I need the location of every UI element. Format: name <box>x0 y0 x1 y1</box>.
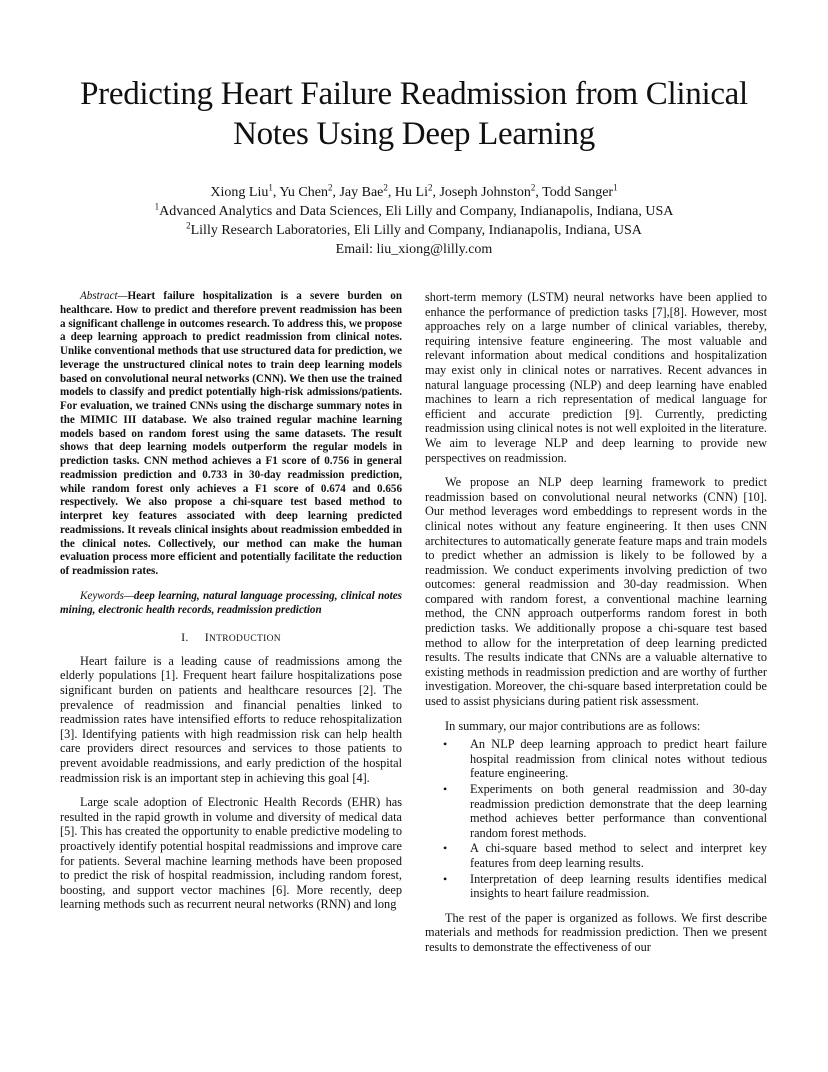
list-item <box>425 872 767 901</box>
intro-paragraph-2: Large scale adoption of Electronic Health Records (EHR) has resulted in the rapid growth in volume and diversity of medical data [5]. This has created the opportunity to enable predictive modeling to proactively identify potential hospital readmissions and improve care for patients. Several machine learning methods have been proposed to predict the risk of hospital readmission, including random forest, boosting, and support vector machines [6]. More recently, deep learning methods such as recurrent neural networks (RNN) and long <box>60 795 402 912</box>
author-separator: , <box>272 185 280 200</box>
section-title <box>205 630 281 644</box>
intro-paragraph-3: short-term memory (LSTM) neural networks have been applied to enhance the performance of prediction tasks [7],[8]. However, most approaches rely on a large number of clinical variables, thereby, requiring intensive feature engineering. The most valuable and relevant information about medical conditions and hospitalization may exist only in clinical notes or narratives. Recent advances in natural language processing (NLP) and deep learning have enabled machines to learn a rich representation of medical language for efficient and accurate prediction [9]. Currently, predicting readmission using clinical notes is not well exploited in the literature. We aim to leverage NLP and deep learning to provide new perspectives on readmission. <box>425 290 767 465</box>
author-affiliation-mark: 1 <box>268 182 273 193</box>
author-name: Todd Sanger <box>542 185 614 200</box>
section-number: I. <box>181 630 189 645</box>
abstract-label: Abstract <box>80 290 118 302</box>
intro-paragraph-5: The rest of the paper is organized as follows. We first describe materials and methods for readmission prediction. Then we present results to demonstrate the effectiveness of our <box>425 910 767 954</box>
affiliation-2 <box>40 221 788 240</box>
right-column <box>425 290 767 955</box>
title-line-1: Predicting Heart Failure Readmission from Clinical <box>80 76 748 112</box>
bullet-icon: • <box>443 841 448 856</box>
list-item-text: A chi-square based method to select and interpret key features from deep learning results. <box>470 841 767 870</box>
author-affiliation-mark: 2 <box>327 182 333 193</box>
list-item-text: Experiments on both general readmission and 30-day readmission prediction demonstrate that the deep learning method achieves better performance than conventional random forest methods. <box>470 782 767 840</box>
affiliation-1 <box>40 202 788 221</box>
bullet-icon: • <box>443 782 448 796</box>
contributions-list <box>425 737 767 901</box>
author-separator: , <box>332 185 340 200</box>
title-line-2: Notes Using Deep Learning <box>233 116 595 152</box>
section-title-rest: NTRODUCTION <box>209 634 281 645</box>
section-heading-introduction <box>60 630 402 647</box>
abstract-text: Heart failure hospitalization is a severe burden on healthcare. How to predict and therefore prevent readmission has been a significant challenge in outcomes research. To address this, we propose a deep learning approach to predict readmission from clinical notes. Unlike conventional methods that use structured data for prediction, we leverage the unstructured clinical notes to train deep learning models based on convolutional neural networks (CNN). We then use the trained models to classify and predict potentially high-risk admissions/patients. For evaluation, we trained CNNs using the discharge summary notes in the MIMIC III database. We also trained regular machine learning models based on random forest using the same datasets. The result shows that deep learning models outperform the regular models in prediction tasks. CNN method achieves a F1 score of 0.756 in general readmission prediction and 0.733 in 30-day readmission prediction, while random forest only achieves a F1 score of 0.674 and 0.656 respectively. We also propose a chi-square test based method to interpret key features associated with deep learning predicted readmissions. It reveals clinical insights about readmission embedded in the clinical notes. Collectively, our method can make the human evaluation process more efficient and potentially facilitate the reduction of readmission rates. <box>60 290 402 577</box>
intro-paragraph-4: We propose an NLP deep learning framework to predict readmission based on convolutional neural networks (CNN) [10]. Our method leverages word embeddings to represent words in the clinical notes without any feature engineering. It then uses CNN architectures to automatically generate feature maps and train models to predict whether an admission is likely to be followed by a readmission. We conduct experiments involving prediction of two outcomes: general readmission and 30-day readmission. When compared with random forest, a conventional machine learning method, the CNN approach outperforms random forest in both prediction tasks. We additionally propose a chi-square test based method to allow for the interpretation of deep learning predicted results. The results indicate that CNNs are a valuable alternative to existing methods in readmission prediction and are worthy of further investigation. Moreover, the chi-square based interpretation could be used to assist physicians during patient risk assessment. <box>425 475 767 709</box>
keywords-dash: — <box>123 589 134 602</box>
bullet-icon: • <box>443 737 448 752</box>
intro-paragraph-1: Heart failure is a leading cause of readmissions among the elderly populations [1]. Frequent heart failure hospitalizations pose significant burden on patients and healthcare resources [2]. The prevalence of readmission and financial penalties linked to readmission rates have intensified efforts to reduce rehospitalization [3]. Identifying patients with high readmission risk can help health care providers direct resources and services to those patients to prevent avoidable readmissions, and early prediction of the hospital readmission risk is an important step in achieving this goal [4]. <box>60 653 402 785</box>
keywords-label: Keywords <box>80 589 124 602</box>
author-block <box>40 183 788 259</box>
section-title-initial: I <box>204 630 209 645</box>
affiliation-text: Lilly Research Laboratories, Eli Lilly and Company, Indianapolis, Indiana, USA <box>190 223 642 238</box>
affiliation-text: Advanced Analytics and Data Sciences, Eli Lilly and Company, Indianapolis, Indiana, USA <box>159 204 674 219</box>
affiliation-mark: 1 <box>154 201 160 212</box>
author-name: Yu Chen <box>279 185 328 200</box>
list-item <box>425 841 767 870</box>
bullet-icon: • <box>443 871 448 886</box>
author-separator: , <box>535 185 543 200</box>
abstract <box>60 290 402 579</box>
list-item <box>425 737 767 781</box>
abstract-dash: — <box>117 290 128 302</box>
paper-title <box>40 74 788 154</box>
list-item-text: An NLP deep learning approach to predict heart failure hospital readmission from clinical notes without tedious feature engineering. <box>470 737 767 781</box>
contributions-intro: In summary, our major contributions are as follows: <box>445 718 701 733</box>
keywords-text: deep learning, natural language processing, clinical notes mining, electronic health records, readmission prediction <box>60 589 402 616</box>
affiliation-mark: 2 <box>186 220 191 231</box>
keywords <box>60 590 402 618</box>
author-affiliation-mark: 2 <box>530 182 536 193</box>
list-item-text: Interpretation of deep learning results identifies medical insights to heart failure readmission. <box>470 871 767 901</box>
author-separator: , <box>432 185 440 200</box>
author-affiliation-mark: 2 <box>427 182 433 193</box>
author-email: Email: liu_xiong@lilly.com <box>335 242 493 257</box>
author-affiliation-mark: 1 <box>613 182 618 193</box>
author-name: Jay Bae <box>339 185 384 200</box>
author-affiliation-mark: 2 <box>383 182 388 193</box>
author-name: Xiong Liu <box>210 185 269 200</box>
left-column <box>60 290 402 912</box>
author-names <box>40 183 788 202</box>
list-item <box>425 782 767 840</box>
author-name: Joseph Johnston <box>439 185 531 200</box>
author-separator: , <box>387 185 395 200</box>
author-name: Hu Li <box>394 185 428 200</box>
